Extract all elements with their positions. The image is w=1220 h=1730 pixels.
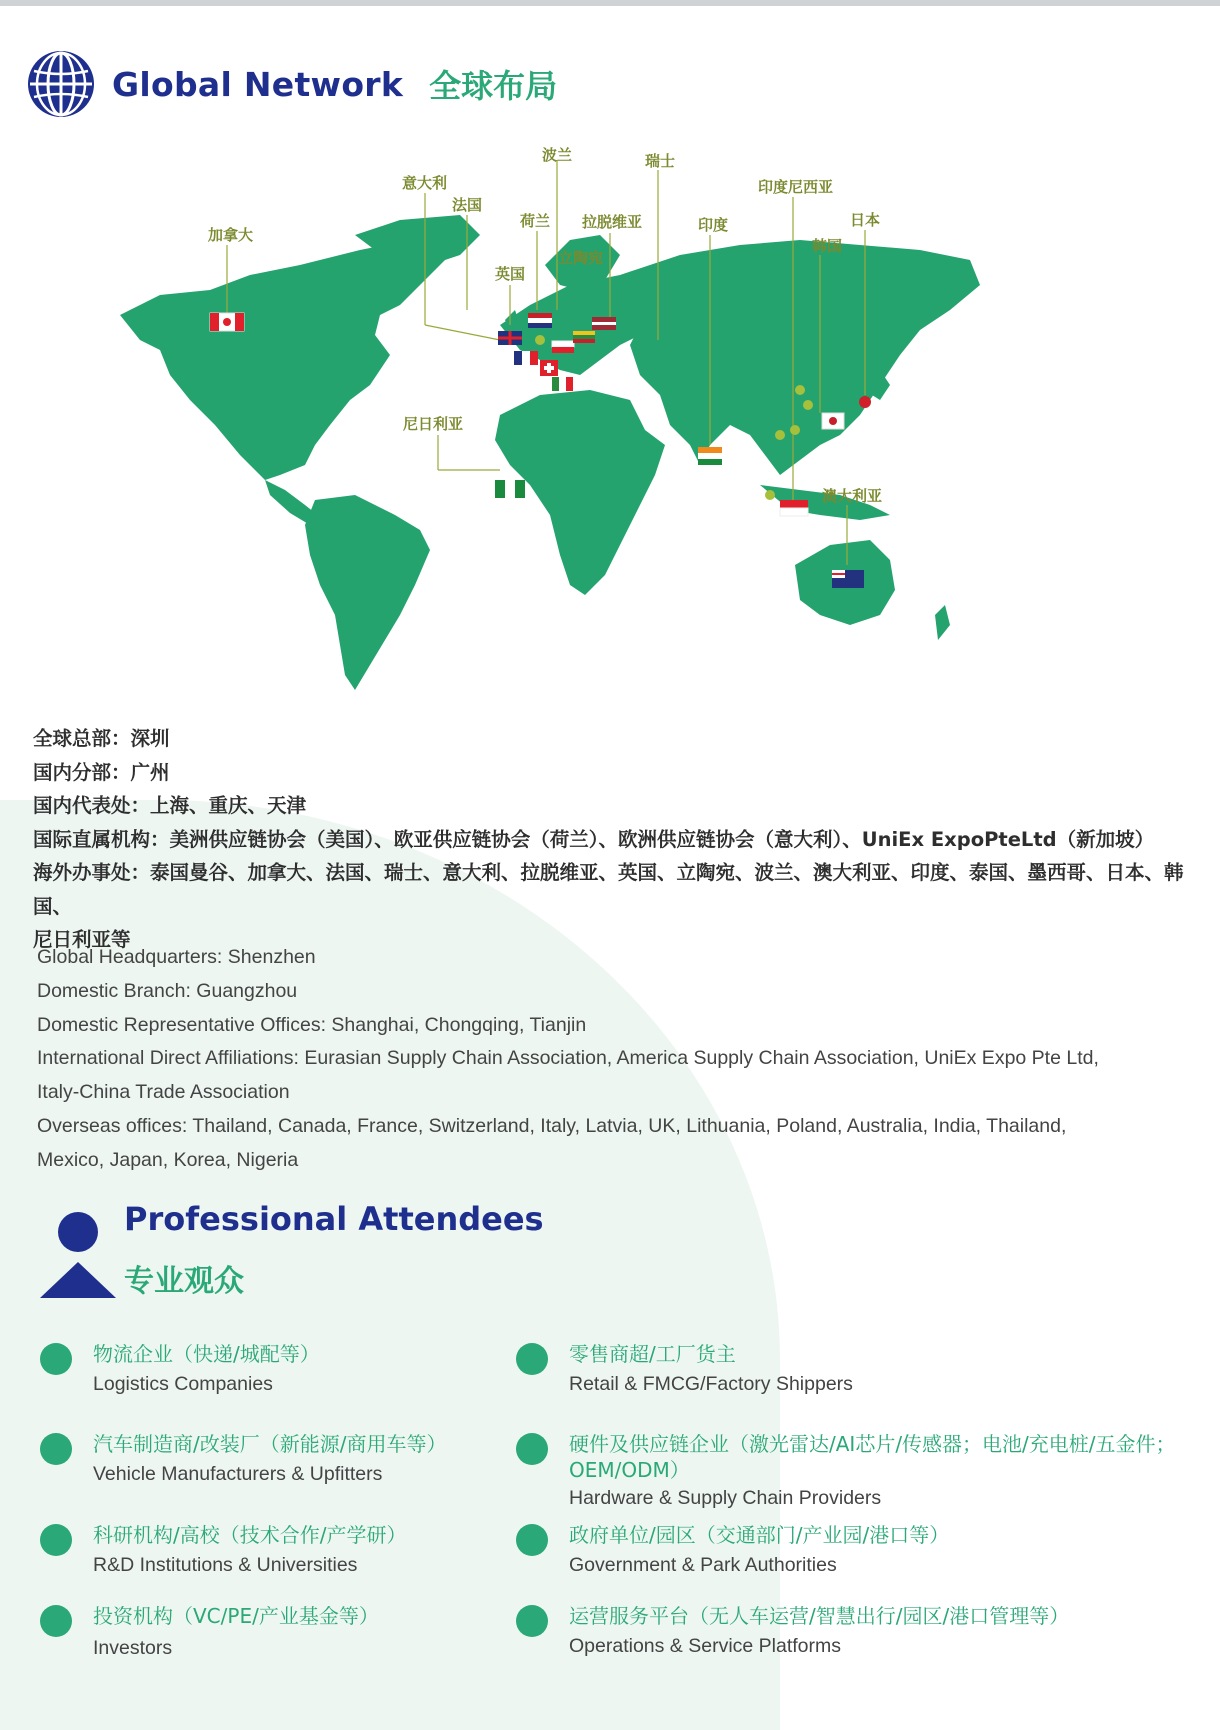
map-label: 波兰 [542,146,573,164]
flag-netherlands [528,313,552,318]
attendees-title-cn: 专业观众 [124,1264,244,1299]
map-label: 法国 [452,196,483,214]
flag-india [698,447,722,453]
cn-info-line: 国际直属机构：美洲供应链协会（美国）、欧亚供应链协会（荷兰）、欧洲供应链协会（意大利）、UniEx ExpoPteLtd（新加坡） [33,827,1155,851]
cn-info-line: 国内分部：广州 [33,760,170,784]
attendee-item-en: Operations & Service Platforms [569,1635,842,1657]
map-label: 瑞士 [645,152,676,170]
new-zealand [935,605,950,640]
en-info-line: Mexico, Japan, Korea, Nigeria [37,1148,299,1171]
asia [620,240,980,475]
en-info-line: Domestic Representative Offices: Shanghai, Chongqing, Tianjin [37,1013,587,1036]
flag-italy [552,377,559,391]
attendee-item-cn: 零售商超/工厂货主 [569,1342,736,1366]
attendee-item-cn: 汽车制造商/改装厂（新能源/商用车等） [93,1432,447,1456]
en-info-line: Global Headquarters: Shenzhen [37,946,316,968]
bullet-dot [40,1343,72,1375]
flag-indonesia [780,500,808,508]
attendee-item-cn: 硬件及供应链企业（激光雷达/AI芯片/传感器；电池/充电桩/五金件； [569,1432,1176,1456]
page-title: Global Network [112,64,404,104]
continents [120,215,980,690]
cn-info-line: 尼日利亚等 [33,928,131,951]
bullet-dot [40,1524,72,1556]
map-label: 印度尼西亚 [758,178,834,196]
flag-poland [552,341,574,347]
map-label: 尼日利亚 [403,415,464,433]
map-label: 印度 [698,216,729,234]
attendee-item-en: Vehicle Manufacturers & Upfitters [93,1463,383,1485]
flag-nigeria [495,480,505,498]
world-map-graphic [100,145,1100,745]
attendee-item-cn: 投资机构（VC/PE/产业基金等） [93,1604,379,1628]
bullet-dot [516,1605,548,1637]
map-label: 立陶宛 [558,249,604,267]
flag-france [514,351,522,365]
en-info-line: Italy-China Trade Association [37,1081,290,1104]
cn-info-line: 海外办事处：泰国曼谷、加拿大、法国、瑞士、意大利、拉脱维亚、英国、立陶宛、波兰、澳大利亚、印度、泰国、墨西哥、日本、韩国、 [33,861,1184,918]
network-info-en [37,941,1187,1178]
bullet-dot [40,1605,72,1637]
page-header [26,48,557,120]
bullet-dot [516,1433,548,1465]
en-info-line: Overseas offices: Thailand, Canada, France, Switzerland, Italy, Latvia, UK, Lithuania, Poland, Australia, India, Thailand, [37,1114,1067,1137]
map-label: 澳大利亚 [822,487,883,505]
map-label: 荷兰 [520,212,551,230]
attendee-item-en: Logistics Companies [93,1373,273,1395]
attendee-item-en: Government & Park Authorities [569,1554,837,1576]
north-america [120,235,460,480]
attendee-item-en: Retail & FMCG/Factory Shippers [569,1373,853,1395]
network-info-cn [33,722,1198,957]
flag-lithuania [573,331,595,335]
page-title-cn: 全球布局 [429,67,558,105]
map-label: 意大利 [402,174,448,192]
attendee-item-en: Investors [93,1637,173,1659]
cn-info-line: 全球总部：深圳 [33,727,170,750]
world-map [100,145,1100,745]
map-label: 日本 [850,211,881,229]
flag-japan [859,396,871,408]
attendees-title: Professional Attendees [124,1200,544,1238]
top-border [0,0,1220,6]
attendee-item-cn: 物流企业（快递/城配等） [93,1342,320,1366]
attendee-item-cn: 科研机构/高校（技术合作/产学研） [93,1523,407,1547]
map-label: 加拿大 [208,226,254,244]
attendee-item-cn: 运营服务平台（无人车运营/智慧出行/园区/港口管理等） [569,1604,1070,1628]
bullet-dot [516,1524,548,1556]
bullet-dot [516,1343,548,1375]
globe-logo-icon [26,49,96,119]
map-label: 英国 [495,265,526,283]
map-label: 韩国 [812,237,843,255]
en-info-line: International Direct Affiliations: Eurasian Supply Chain Association, America Supply Chain Association, UniEx Expo Pte Ltd, [37,1047,1099,1070]
south-america [305,495,430,690]
cn-info-line: 国内代表处：上海、重庆、天津 [33,794,307,817]
attendee-item-en: R&D Institutions & Universities [93,1554,358,1576]
bullet-dot [40,1433,72,1465]
attendee-item-cn-cont: OEM/ODM） [569,1458,690,1482]
map-label: 拉脱维亚 [582,213,643,231]
attendee-item-en: Hardware & Supply Chain Providers [569,1487,882,1509]
en-info-line: Domestic Branch: Guangzhou [37,979,298,1002]
person-icon [38,1210,118,1300]
attendee-item-cn: 政府单位/园区（交通部门/产业园/港口等） [569,1523,950,1547]
